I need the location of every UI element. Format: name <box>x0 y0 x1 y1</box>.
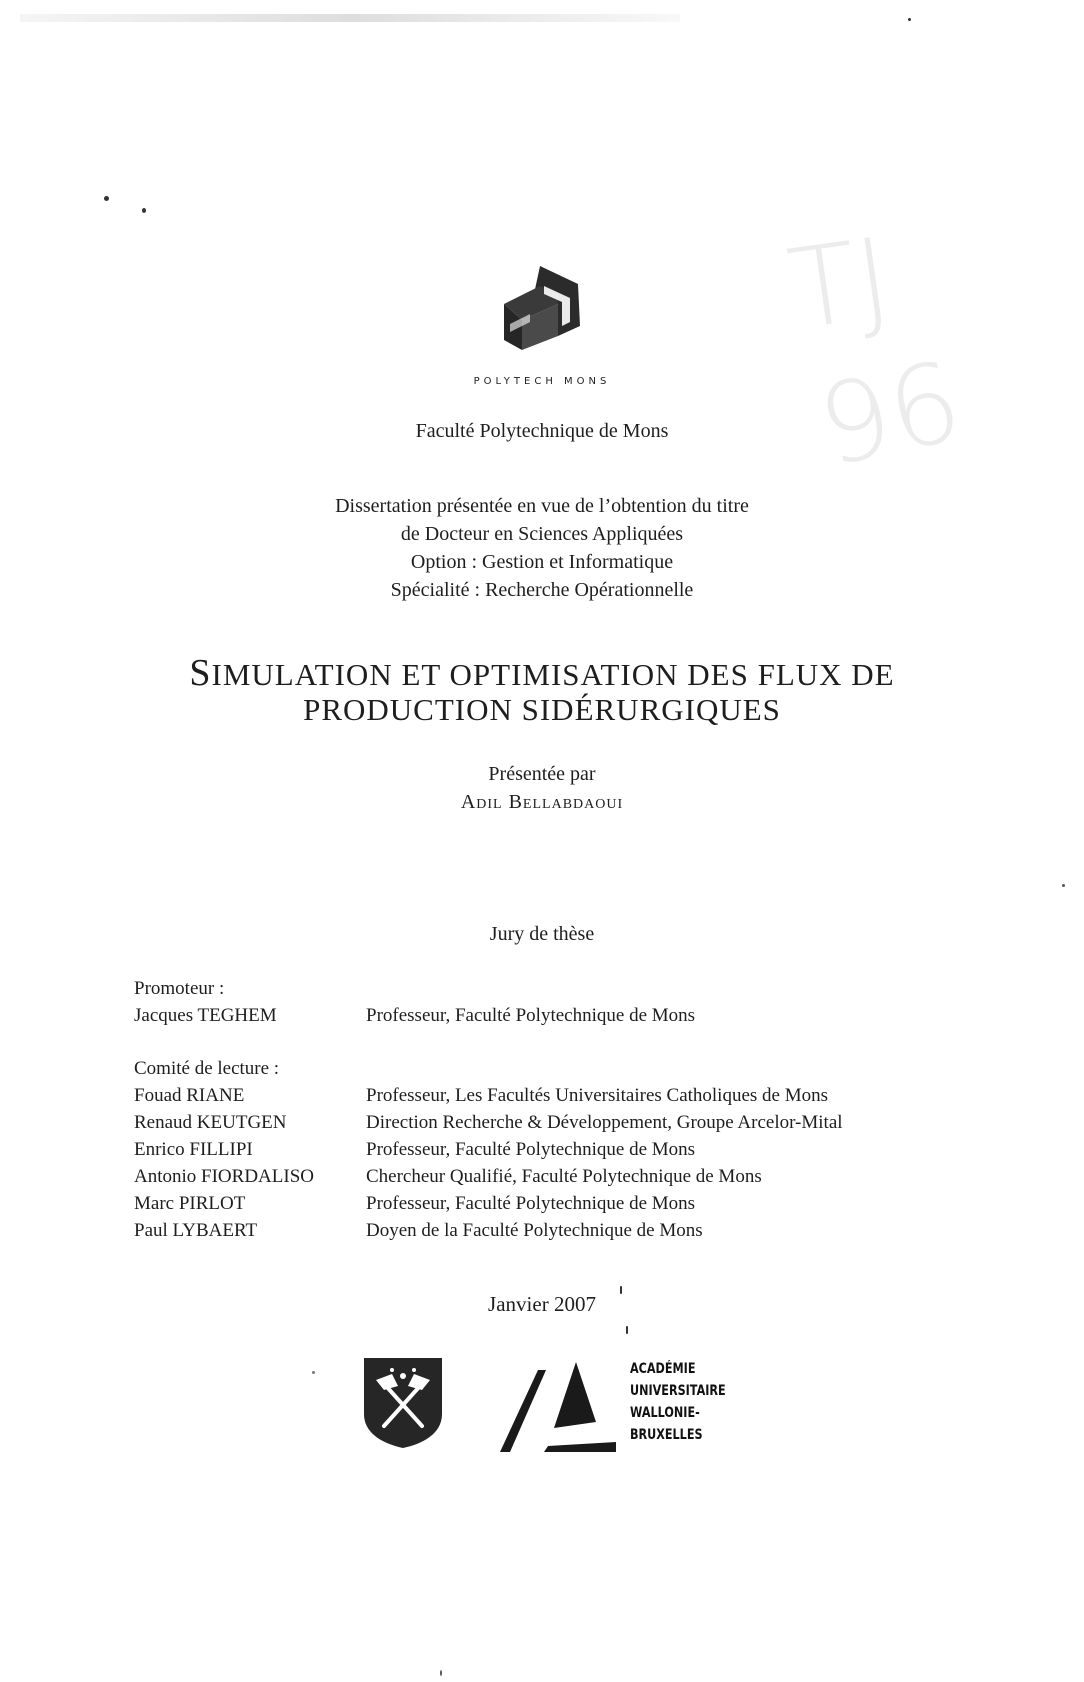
polytech-mons-logo <box>500 264 590 354</box>
jury-member-role: Professeur, Faculté Polytechnique de Mons <box>366 1139 696 1160</box>
jury-row <box>134 1163 843 1190</box>
dissertation-line: de Docteur en Sciences Appliquées <box>400 523 684 545</box>
jury-member-role: Direction Recherche & Développement, Groupe Arcelor-Mital <box>366 1112 843 1133</box>
dissertation-line: Spécialité : Recherche Opérationnelle <box>390 579 694 601</box>
jury-row <box>134 1002 695 1029</box>
jury-row <box>134 1190 843 1217</box>
jury-member-role: Professeur, Faculté Polytechnique de Mons <box>366 1193 696 1214</box>
logo-caption: POLYTECH MONS <box>473 376 611 387</box>
presented-label: Présentée par <box>488 763 596 785</box>
jury-member-name: Paul LYBAERT <box>134 1220 258 1241</box>
jury-member-name: Renaud KEUTGEN <box>134 1112 287 1133</box>
scan-speck <box>1062 884 1065 887</box>
jury-member-name: Marc PIRLOT <box>134 1193 246 1214</box>
dissertation-statement <box>0 492 1084 604</box>
title-line: PRODUCTION SIDÉRURGIQUES <box>303 692 781 727</box>
jury-member-role: Professeur, Les Facultés Universitaires Catholiques de Mons <box>366 1085 829 1106</box>
faint-pencil-mark: 96 <box>808 336 972 492</box>
academie-logo-text <box>630 1358 726 1446</box>
scan-speck <box>440 1670 442 1676</box>
author-name: Adil Bellabdaoui <box>460 791 624 813</box>
thesis-title <box>0 652 1084 727</box>
presented-by <box>0 760 1084 816</box>
academie-logo-icon <box>498 1362 620 1454</box>
jury-row <box>134 1136 843 1163</box>
promoter-label: Promoteur : <box>134 978 225 999</box>
faint-pencil-mark: TJ <box>781 213 899 355</box>
scan-speck <box>142 208 146 213</box>
publication-date: Janvier 2007 <box>488 1292 596 1316</box>
jury-row <box>134 1082 843 1109</box>
title-initial: S <box>189 652 212 694</box>
promoter-block <box>134 975 695 1029</box>
committee-block <box>134 1055 843 1244</box>
scan-speck <box>908 18 911 21</box>
jury-title: Jury de thèse <box>489 923 595 945</box>
scan-noise-band <box>20 14 680 22</box>
jury-member-role: Doyen de la Faculté Polytechnique de Mons <box>366 1220 703 1241</box>
jury-member-role: Professeur, Faculté Polytechnique de Mons <box>366 1005 696 1026</box>
dissertation-line: Dissertation présentée en vue de l’obtention du titre <box>335 495 749 517</box>
jury-member-name: Fouad RIANE <box>134 1085 245 1106</box>
faculty-name: Faculté Polytechnique de Mons <box>415 420 669 442</box>
scan-speck <box>312 1371 315 1374</box>
committee-label: Comité de lecture : <box>134 1058 280 1079</box>
jury-member-name: Jacques TEGHEM <box>134 1005 277 1026</box>
dissertation-line: Option : Gestion et Informatique <box>410 551 674 573</box>
jury-row <box>134 1109 843 1136</box>
jury-member-name: Enrico FILLIPI <box>134 1139 253 1160</box>
academie-text-line: BRUXELLES <box>630 1427 703 1443</box>
scan-speck <box>626 1326 628 1334</box>
scan-speck <box>104 196 109 201</box>
jury-row <box>134 1217 843 1244</box>
academie-text-line: UNIVERSITAIRE <box>630 1383 726 1399</box>
title-line: IMULATION ET OPTIMISATION DES FLUX DE <box>211 657 895 692</box>
academie-text-line: ACADÉMIE <box>630 1361 696 1377</box>
jury-member-role: Chercheur Qualifié, Faculté Polytechnique de Mons <box>366 1166 762 1187</box>
faculty-crest-icon <box>362 1356 444 1450</box>
academie-text-line: WALLONIE- <box>630 1405 700 1421</box>
jury-member-name: Antonio FIORDALISO <box>134 1166 314 1187</box>
